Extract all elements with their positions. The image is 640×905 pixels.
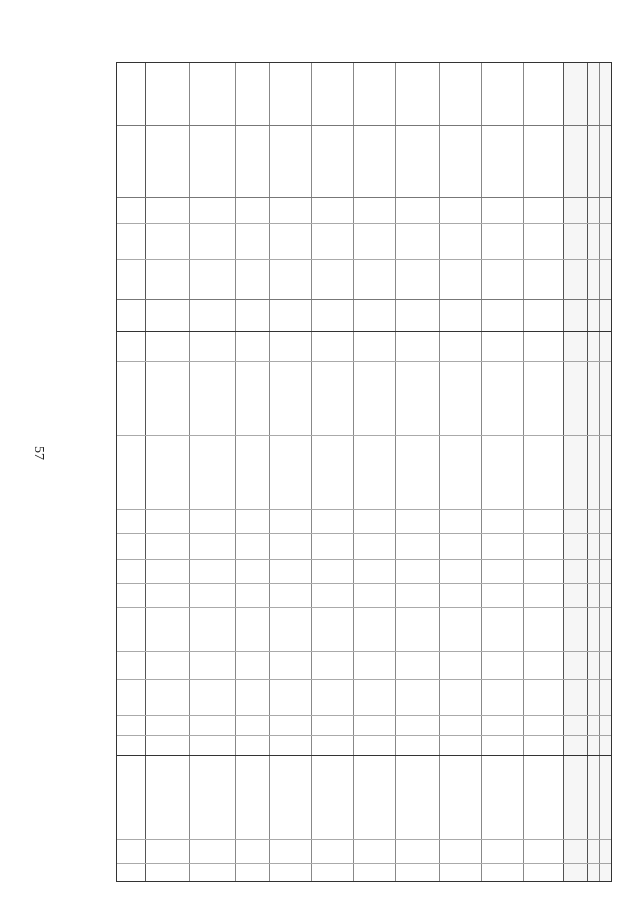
table-row: [117, 259, 611, 260]
table-column-divider: [353, 63, 354, 881]
table-row: [117, 839, 611, 840]
table-row: [117, 331, 611, 332]
scan-shade: [563, 63, 611, 881]
rotated-table: [116, 62, 612, 882]
table-column-divider: [269, 63, 270, 881]
table-header-rule: [117, 197, 611, 198]
table-column-divider: [523, 63, 524, 881]
table-row: [117, 533, 611, 534]
table-row: [117, 863, 611, 864]
table-column-divider: [439, 63, 440, 881]
table-row: [117, 755, 611, 756]
table-column-divider: [235, 63, 236, 881]
table-column-divider: [311, 63, 312, 881]
table-column-divider: [481, 63, 482, 881]
table-row: [117, 361, 611, 362]
table-row: [117, 223, 611, 224]
table-header-rule: [117, 299, 611, 300]
table-row: [117, 679, 611, 680]
table-header-rule: [117, 125, 611, 126]
table-row: [117, 509, 611, 510]
table-column-divider: [395, 63, 396, 881]
table-row: [117, 735, 611, 736]
table-row: [117, 651, 611, 652]
table-column-divider: [145, 63, 146, 881]
table-row: [117, 559, 611, 560]
table-row: [117, 583, 611, 584]
page-number-text: 57: [31, 446, 46, 460]
table-row: [117, 435, 611, 436]
table-row: [117, 715, 611, 716]
page-number: [28, 436, 48, 470]
table-column-divider: [189, 63, 190, 881]
table-row: [117, 607, 611, 608]
